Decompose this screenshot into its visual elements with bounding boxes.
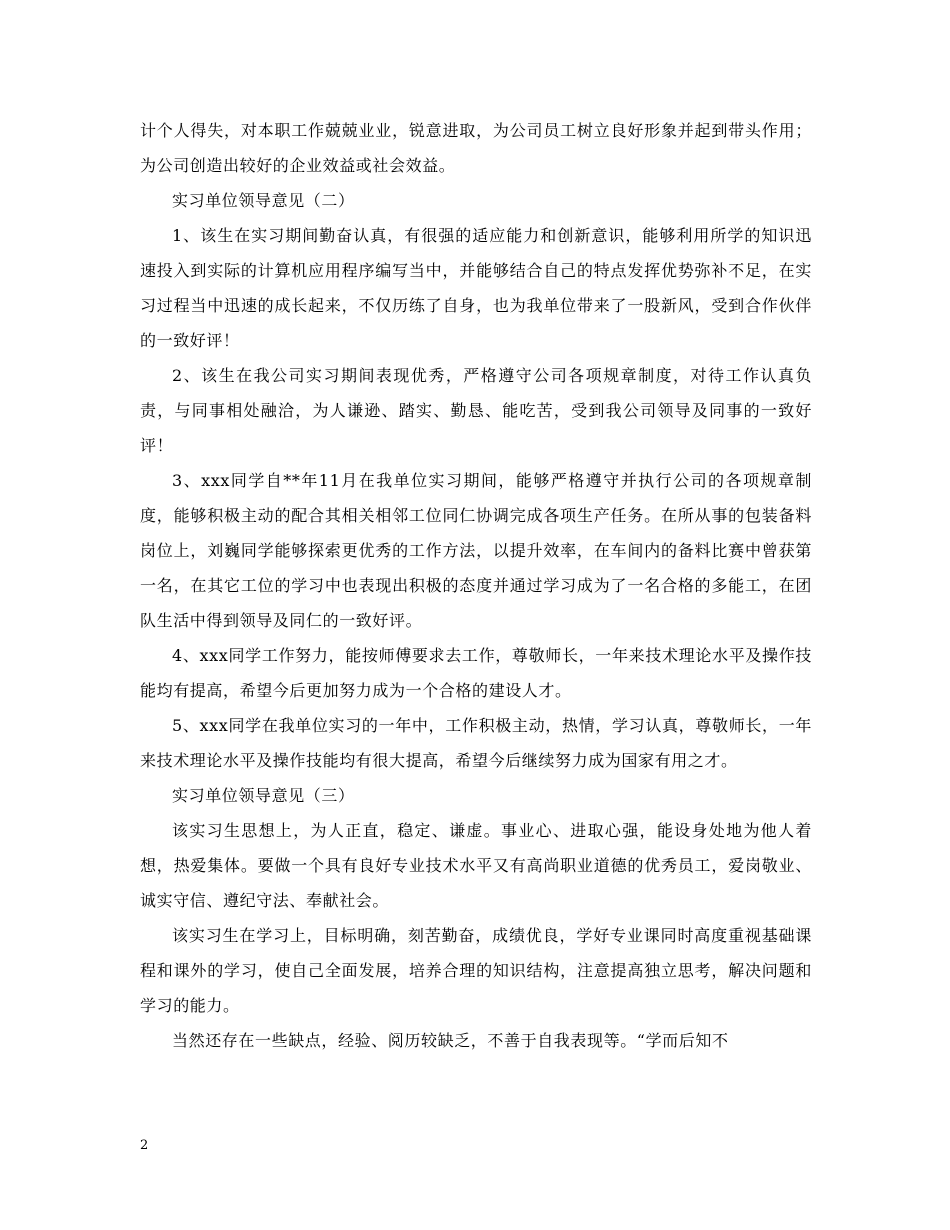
document-body	[140, 113, 812, 1058]
page-number: 2	[140, 1138, 149, 1153]
paragraph-opinion-5: 5、xxx同学在我单位实习的一年中，工作积极主动，热情，学习认真，尊敬师长，一年来技术理论水平及操作技能均有很大提高，希望今后继续努力成为国家有用之才。	[140, 716, 812, 770]
section-heading-3: 实习单位领导意见（三）	[172, 786, 355, 805]
section-heading-2: 实习单位领导意见（二）	[172, 191, 355, 210]
paragraph-opinion-3: 3、xxx同学自**年11月在我单位实习期间，能够严格遵守并执行公司的各项规章制度，能够积极主动的配合其相关相邻工位同仁协调完成各项生产任务。在所从事的包装备料岗位上，刘巍同学能够探索更优秀的工作方法，以提升效率，在车间内的备料比赛中曾获第一名，在其它工位的学习中也表现出积极的态度并通过学习成为了一名合格的多能工，在团队生活中得到领导及同仁的一致好评。	[140, 471, 812, 630]
paragraph-opinion-1: 1、该生在实习期间勤奋认真，有很强的适应能力和创新意识，能够利用所学的知识迅速投入到实际的计算机应用程序编写当中，并能够结合自己的特点发挥优势弥补不足，在实习过程当中迅速的成长起来，不仅历练了自身，也为我单位带来了一股新风，受到合作伙伴的一致好评！	[140, 226, 812, 350]
paragraph-study: 该实习生在学习上，目标明确，刻苦勤奋，成绩优良，学好专业课同时高度重视基础课程和课外的学习，使自己全面发展，培养合理的知识结构，注意提高独立思考，解决问题和学习的能力。	[140, 926, 812, 1015]
paragraph-shortcomings: 当然还存在一些缺点，经验、阅历较缺乏，不善于自我表现等。“学而后知不	[172, 1031, 729, 1050]
paragraph-continued: 计个人得失，对本职工作兢兢业业，锐意进取，为公司员工树立良好形象并起到带头作用；为公司创造出较好的企业效益或社会效益。	[140, 121, 812, 175]
paragraph-thought: 该实习生思想上，为人正直，稳定、谦虚。事业心、进取心强，能设身处地为他人着想，热爱集体。要做一个具有良好专业技术水平又有高尚职业道德的优秀员工，爱岗敬业、诚实守信、遵纪守法、奉献社会。	[140, 821, 812, 910]
paragraph-opinion-4: 4、xxx同学工作努力，能按师傅要求去工作，尊敬师长，一年来技术理论水平及操作技能均有提高，希望今后更加努力成为一个合格的建设人才。	[140, 646, 812, 700]
paragraph-opinion-2: 2、该生在我公司实习期间表现优秀，严格遵守公司各项规章制度，对待工作认真负责，与同事相处融洽，为人谦逊、踏实、勤恳、能吃苦，受到我公司领导及同事的一致好评！	[140, 366, 812, 455]
